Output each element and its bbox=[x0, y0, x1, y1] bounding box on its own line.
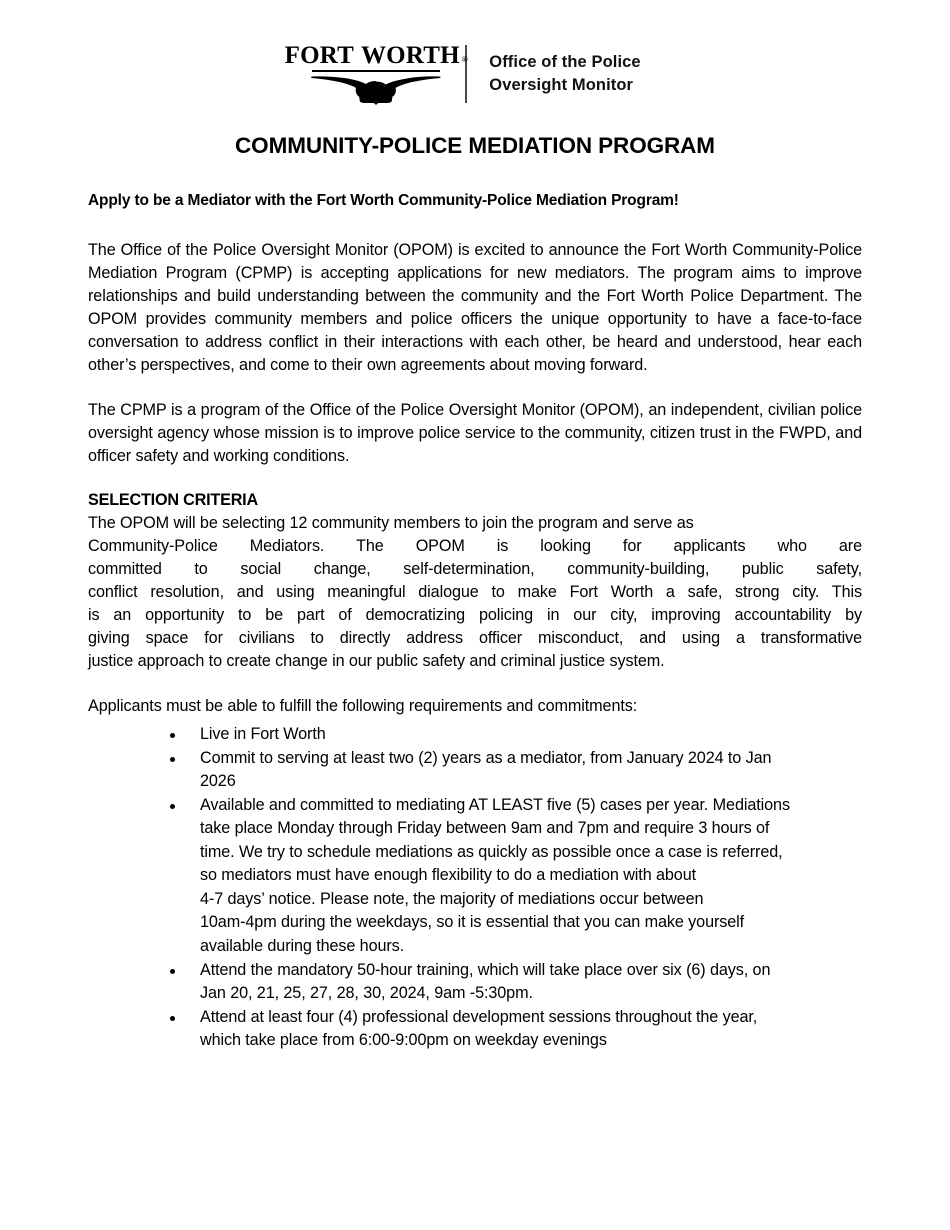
office-name bbox=[489, 51, 640, 98]
list-item-line: Attend the mandatory 50-hour training, which will take place over six (6) days, on bbox=[200, 960, 771, 979]
list-item-line: 4-7 days’ notice. Please note, the majority of mediations occur between bbox=[200, 889, 704, 908]
document-body bbox=[88, 132, 862, 1053]
logo-lockup bbox=[284, 38, 641, 110]
list-item-line: Jan 20, 21, 25, 27, 28, 30, 2024, 9am -5:30pm. bbox=[200, 984, 533, 1003]
bullet-icon bbox=[170, 1016, 175, 1021]
list-item-line: time. We try to schedule mediations as quickly as possible once a case is referred, bbox=[200, 842, 783, 861]
paragraph-opom-description: The CPMP is a program of the Office of the Police Oversight Monitor (OPOM), an independent, civilian police oversight agency whose mission is to improve police service to the community, citizen trust in the FWPD, and officer safety and working conditions. bbox=[88, 400, 862, 465]
wordmark-fort: FORT bbox=[284, 41, 354, 69]
lead-call-to-action: Apply to be a Mediator with the Fort Worth Community-Police Mediation Program! bbox=[88, 192, 679, 209]
section-heading-selection-criteria: SELECTION CRITERIA bbox=[88, 490, 258, 509]
list-item bbox=[88, 959, 862, 1006]
wordmark-worth: WORTH bbox=[360, 41, 460, 69]
list-item bbox=[88, 1006, 862, 1053]
criteria-line: The OPOM will be selecting 12 community members to join the program and serve as bbox=[88, 513, 694, 532]
criteria-line: committed to social change, self-determination, community-building, public safety, bbox=[88, 559, 862, 578]
office-name-line-1: Office of the Police bbox=[489, 52, 641, 71]
selection-criteria-text bbox=[88, 512, 862, 673]
criteria-line: Community-Police Mediators. The OPOM is looking for applicants who are bbox=[88, 536, 862, 555]
fort-worth-wordmark bbox=[285, 43, 468, 68]
registered-trademark-icon: ® bbox=[461, 54, 468, 64]
criteria-line: conflict resolution, and using meaningful dialogue to make Fort Worth a safe, strong city. This bbox=[88, 582, 862, 601]
list-item-line: Commit to serving at least two (2) years as a mediator, from January 2024 to Jan bbox=[200, 748, 772, 767]
list-item bbox=[88, 747, 862, 794]
list-item-line: Available and committed to mediating AT LEAST five (5) cases per year. Mediations bbox=[200, 795, 790, 814]
bullet-icon bbox=[170, 733, 175, 738]
criteria-line: giving space for civilians to directly address officer misconduct, and using a transformative bbox=[88, 628, 862, 647]
bullet-icon bbox=[170, 757, 175, 762]
requirements-intro: Applicants must be able to fulfill the following requirements and commitments: bbox=[88, 696, 638, 715]
office-name-line-2: Oversight Monitor bbox=[489, 76, 634, 94]
list-item-line: take place Monday through Friday between 9am and 7pm and require 3 hours of bbox=[200, 819, 770, 838]
list-item bbox=[88, 723, 862, 747]
list-item-line: which take place from 6:00-9:00pm on weekday evenings bbox=[200, 1031, 607, 1050]
page-header bbox=[0, 38, 950, 110]
requirements-list bbox=[88, 723, 862, 1053]
list-item bbox=[88, 794, 862, 959]
list-item-line: Attend at least four (4) professional development sessions throughout the year, bbox=[200, 1007, 758, 1026]
list-item-line: 10am-4pm during the weekdays, so it is essential that you can make yourself bbox=[200, 913, 745, 932]
list-item-line: available during these hours. bbox=[200, 937, 405, 956]
list-item-line: Live in Fort Worth bbox=[200, 724, 326, 743]
logo-divider bbox=[465, 45, 467, 103]
longhorn-steer-icon bbox=[311, 73, 441, 106]
paragraph-program-overview: The Office of the Police Oversight Monitor (OPOM) is excited to announce the Fort Worth Community-Police Mediation Program (CPMP) is accepting applications for new mediators. The program aims to improve relationships and build understanding between the community and the Fort Worth Police Department. The OPOM provides community members and police officers the unique opportunity to have a face-to-face conversation to address conflict in their interactions with each other, be heard and understood, hear each other’s perspectives, and come to their own agreements about moving forward. bbox=[88, 240, 862, 374]
bullet-icon bbox=[170, 969, 175, 974]
fort-worth-logo bbox=[284, 41, 468, 106]
list-item-line: so mediators must have enough flexibility to do a mediation with about bbox=[200, 866, 696, 885]
bullet-icon bbox=[170, 804, 175, 809]
list-item-line: 2026 bbox=[200, 772, 236, 791]
wordmark-underline bbox=[312, 70, 440, 72]
criteria-line: justice approach to create change in our public safety and criminal justice system. bbox=[88, 651, 665, 670]
page-title: COMMUNITY-POLICE MEDIATION PROGRAM bbox=[235, 133, 715, 158]
criteria-line: is an opportunity to be part of democratizing policing in our city, improving accountability by bbox=[88, 605, 862, 624]
